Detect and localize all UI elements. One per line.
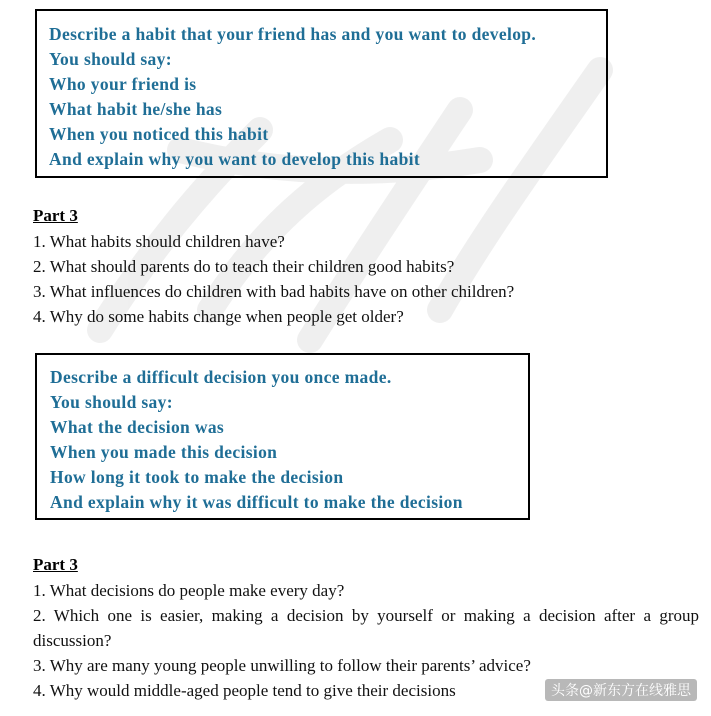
cue-card-topic: Describe a difficult decision you once made.: [50, 367, 392, 387]
question-item: 4. Why do some habits change when people get older?: [33, 307, 404, 326]
cue-card-prompt: You should say:: [49, 49, 172, 69]
question-item: 3. Why are many young people unwilling to follow their parents’ advice?: [33, 656, 531, 675]
part3-heading: Part 3: [33, 206, 78, 225]
cue-card-point: Who your friend is: [49, 74, 197, 94]
cue-card-topic: Describe a habit that your friend has and you want to develop.: [49, 24, 537, 44]
cue-card-point: When you made this decision: [50, 442, 278, 462]
cue-card-habit: [35, 9, 608, 178]
cue-card-point: And explain why it was difficult to make the decision: [50, 492, 463, 512]
question-item: 4. Why would middle-aged people tend to give their decisions: [33, 681, 456, 700]
cue-card-point: How long it took to make the decision: [50, 467, 344, 487]
question-item: 3. What influences do children with bad habits have on other children?: [33, 282, 515, 301]
question-item: 2. What should parents do to teach their children good habits?: [33, 257, 455, 276]
source-watermark-label: 头条@新东方在线雅思: [545, 679, 697, 701]
question-item: 2. Which one is easier, making a decision by yourself or making a decision after a group discussion?: [33, 606, 699, 650]
cue-card-point: What the decision was: [50, 417, 225, 437]
question-item: 1. What habits should children have?: [33, 232, 285, 251]
part3-heading: Part 3: [33, 555, 78, 574]
cue-card-point: And explain why you want to develop this habit: [49, 149, 421, 169]
part3-section-habits: [33, 205, 693, 329]
cue-card-point: What habit he/she has: [49, 99, 223, 119]
cue-card-prompt: You should say:: [50, 392, 173, 412]
cue-card-decision: [35, 353, 530, 520]
cue-card-point: When you noticed this habit: [49, 124, 269, 144]
question-item: 1. What decisions do people make every day?: [33, 581, 345, 600]
